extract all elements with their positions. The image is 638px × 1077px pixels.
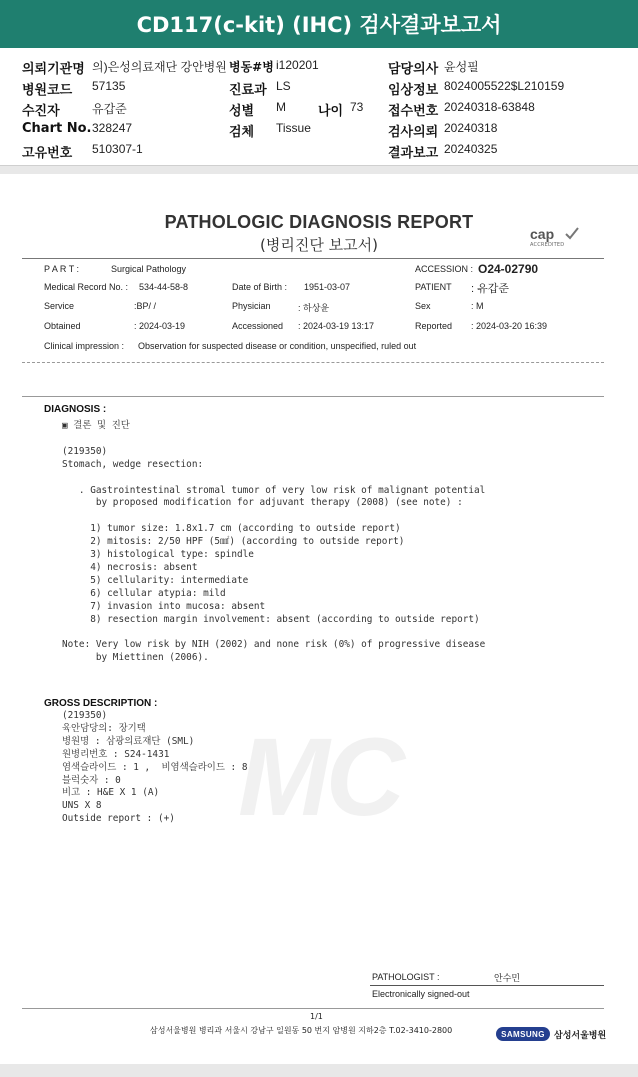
clinical-info-label: 임상정보: [388, 83, 439, 98]
accession-label: ACCESSION :: [415, 264, 474, 274]
part-value: Surgical Pathology: [111, 264, 187, 274]
age-value: 73: [350, 100, 364, 114]
accessioned-value: : 2024-03-19 13:17: [298, 321, 375, 331]
dob-label: Date of Birth :: [232, 282, 288, 292]
ward-value: i120201: [276, 58, 319, 72]
department-label: 진료과: [229, 83, 267, 98]
patient-value: 유갑준: [92, 102, 127, 116]
clinical-impression-label: Clinical impression :: [44, 341, 125, 351]
pathology-report-document: [8, 174, 630, 1064]
medical-record-label: Medical Record No. :: [44, 282, 129, 292]
request-date-value: 20240318: [444, 121, 498, 135]
hospital-name-logo: 삼성서울병원: [554, 1031, 607, 1041]
header-rule: [22, 258, 604, 259]
institution-value: 의)은성의료재단 강안병원: [92, 60, 227, 74]
doctor-value: 윤성필: [444, 60, 479, 74]
watermark: MC: [238, 716, 402, 839]
service-value: :BP/ /: [134, 301, 157, 311]
accession-value: O24-02790: [478, 262, 539, 276]
hospital-code-value: 57135: [92, 79, 126, 93]
chart-no-value: 328247: [92, 121, 133, 135]
doctor-label: 담당의사: [388, 62, 439, 77]
meta-dashed-rule: [22, 362, 604, 363]
report-title: CD117(c-kit) (IHC) 검사결과보고서: [136, 13, 502, 37]
diagnosis-rule: [22, 396, 604, 397]
bottom-band: [0, 1064, 638, 1077]
pathologic-report-title: PATHOLOGIC DIAGNOSIS REPORT: [164, 212, 474, 232]
pathologist-name: 안수민: [494, 973, 521, 983]
gross-description-heading: GROSS DESCRIPTION :: [44, 698, 158, 709]
samsung-logo: SAMSUNG: [496, 1027, 550, 1041]
report-title-bar: [0, 0, 638, 48]
dob-value: 1951-03-07: [304, 282, 351, 292]
receipt-value: 20240318-63848: [444, 100, 535, 114]
pathologist-label: PATHOLOGIST :: [372, 972, 440, 982]
patient-label: 수진자: [22, 104, 60, 119]
ward-label: 병동#병: [229, 60, 274, 74]
cap-logo-subtext: ACCREDITED: [530, 242, 565, 248]
physician-value: : 하상윤: [298, 303, 330, 313]
footer-rule: [22, 1008, 604, 1009]
signature-rule: [370, 985, 604, 986]
result-date-value: 20240325: [444, 142, 498, 156]
page-number: 1/1: [310, 1012, 323, 1021]
patient-label-report: PATIENT: [415, 282, 452, 292]
result-date-label: 결과보고: [388, 146, 439, 161]
institution-label: 의뢰기관명: [22, 62, 85, 77]
e-signed-text: Electronically signed-out: [372, 989, 470, 999]
request-info-panel: [0, 48, 638, 166]
department-value: LS: [276, 79, 291, 93]
chart-no-label: Chart No.: [22, 121, 92, 136]
obtained-value: : 2024-03-19: [134, 321, 186, 331]
part-label: P A R T :: [44, 264, 80, 274]
cap-logo-text: cap: [530, 226, 555, 242]
clinical-impression-value: Observation for suspected disease or condition, unspecified, ruled out: [138, 341, 417, 351]
checkmark-icon: [564, 226, 580, 240]
accessioned-label: Accessioned: [232, 321, 284, 331]
specimen-label: 검체: [229, 125, 255, 140]
cap-accredited-logo: [528, 224, 584, 250]
diagnosis-heading: DIAGNOSIS :: [44, 404, 107, 415]
age-label: 나이: [318, 104, 344, 119]
pathologic-report-subtitle: (병리진단 보고서): [260, 236, 378, 254]
sex-label: 성별: [229, 104, 255, 119]
physician-label: Physician: [232, 301, 271, 311]
unique-no-value: 510307-1: [92, 142, 143, 156]
sex-label-report: Sex: [415, 301, 431, 311]
patient-value-report: : 유갑준: [471, 283, 509, 295]
specimen-value: Tissue: [276, 121, 311, 135]
reported-value: : 2024-03-20 16:39: [471, 321, 548, 331]
gross-description-text: (219350) 육안담당의: 장기택 병원명 : 삼광의료재단 (SML) 원병리번호 : S24-1431 염색슬라이드 : 1 , 비염색슬라이드 : 8 블럭숫자 : 0 비고 : H&E X 1 (A) UNS X 8 Outside report : (+): [62, 710, 248, 825]
hospital-code-label: 병원코드: [22, 83, 73, 98]
footer-address: 삼성서울병원 병리과 서울시 강남구 일원동 50 번지 암병원 지하2층 T.02-3410-2800: [150, 1026, 453, 1035]
request-date-label: 검사의뢰: [388, 125, 439, 140]
obtained-label: Obtained: [44, 321, 81, 331]
sex-value-report: : M: [471, 301, 484, 311]
unique-no-label: 고유번호: [22, 146, 73, 161]
separator-band: [0, 166, 638, 174]
diagnosis-text: ▣ 결론 및 진단 (219350) Stomach, wedge resection: . Gastrointestinal stromal tumor of very low risk of malignant potential by proposed modification for adjuvant therapy (2008) (see note) : 1) tumor size: 1.8x1.7 cm (according to outside report) 2) mitosis: 2/50 HPF (5㎟) (according to outside report) 3) histological type: spindle 4) necrosis: absent 5) cellularity: intermediate 6) cellular atypia: mild 7) invasion into mucosa: absent 8) resection margin involvement: absent (according to outside report) Note: Very low risk by NIH (2002) and none risk (0%) of progressive disease by Miettinen (2006).: [62, 420, 486, 664]
medical-record-value: 534-44-58-8: [139, 282, 189, 292]
receipt-label: 접수번호: [388, 104, 439, 119]
clinical-info-value: 8024005522$L210159: [444, 79, 565, 93]
reported-label: Reported: [415, 321, 453, 331]
service-label: Service: [44, 301, 75, 311]
sex-value: M: [276, 100, 286, 114]
